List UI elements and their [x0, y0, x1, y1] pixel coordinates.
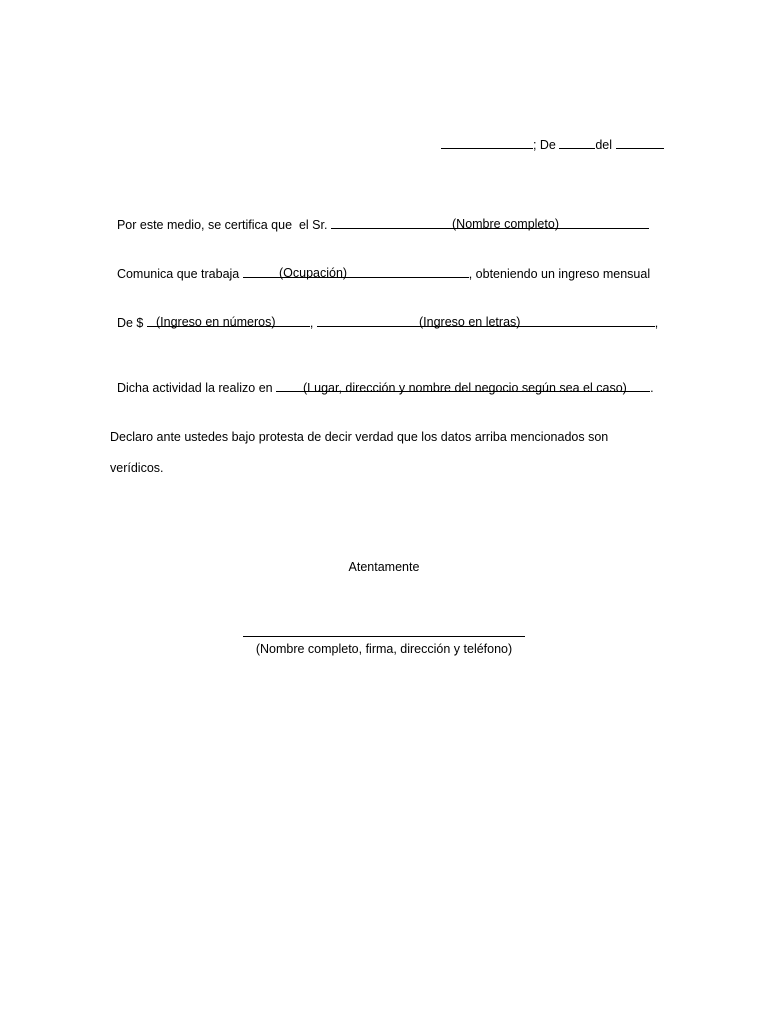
occupation-caption: (Ocupación) — [279, 266, 348, 280]
date-sep-text: ; De — [532, 138, 560, 152]
occupation-blank — [243, 265, 469, 278]
income-letters-caption: (Ingreso en letras) — [419, 315, 521, 329]
activity-end: . — [650, 381, 654, 395]
activity-prefix: Dicha actividad la realizo en — [116, 381, 277, 395]
income-comma: , — [309, 316, 317, 330]
activity-caption: (Lugar, dirección y nombre del negocio según sea el caso) — [303, 381, 627, 395]
certify-line — [110, 200, 649, 233]
full-name-caption: (Nombre completo) — [452, 217, 559, 231]
declaration-line-1: Declaro ante ustedes bajo protesta de decir verdad que los datos arriba mencionados son — [110, 430, 609, 444]
certify-text: Por este medio, se certifica que el Sr. — [116, 218, 331, 232]
occupation-prefix: Comunica que trabaja — [116, 267, 243, 281]
income-prefix: De $ — [116, 316, 147, 330]
income-numbers-caption: (Ingreso en números) — [156, 315, 276, 329]
year-blank — [616, 136, 664, 149]
closing-salutation: Atentamente — [348, 560, 420, 574]
occupation-suffix: , obteniendo un ingreso mensual — [468, 267, 651, 281]
declaration-line-2: verídicos. — [110, 461, 164, 475]
date-line — [434, 120, 664, 153]
date-del-text: del — [595, 138, 616, 152]
signature-line — [243, 636, 525, 637]
income-end: , — [654, 316, 659, 330]
occupation-line — [110, 249, 650, 282]
place-blank — [441, 136, 533, 149]
day-blank — [559, 136, 595, 149]
signature-caption: (Nombre completo, firma, dirección y teléfono) — [255, 642, 513, 656]
